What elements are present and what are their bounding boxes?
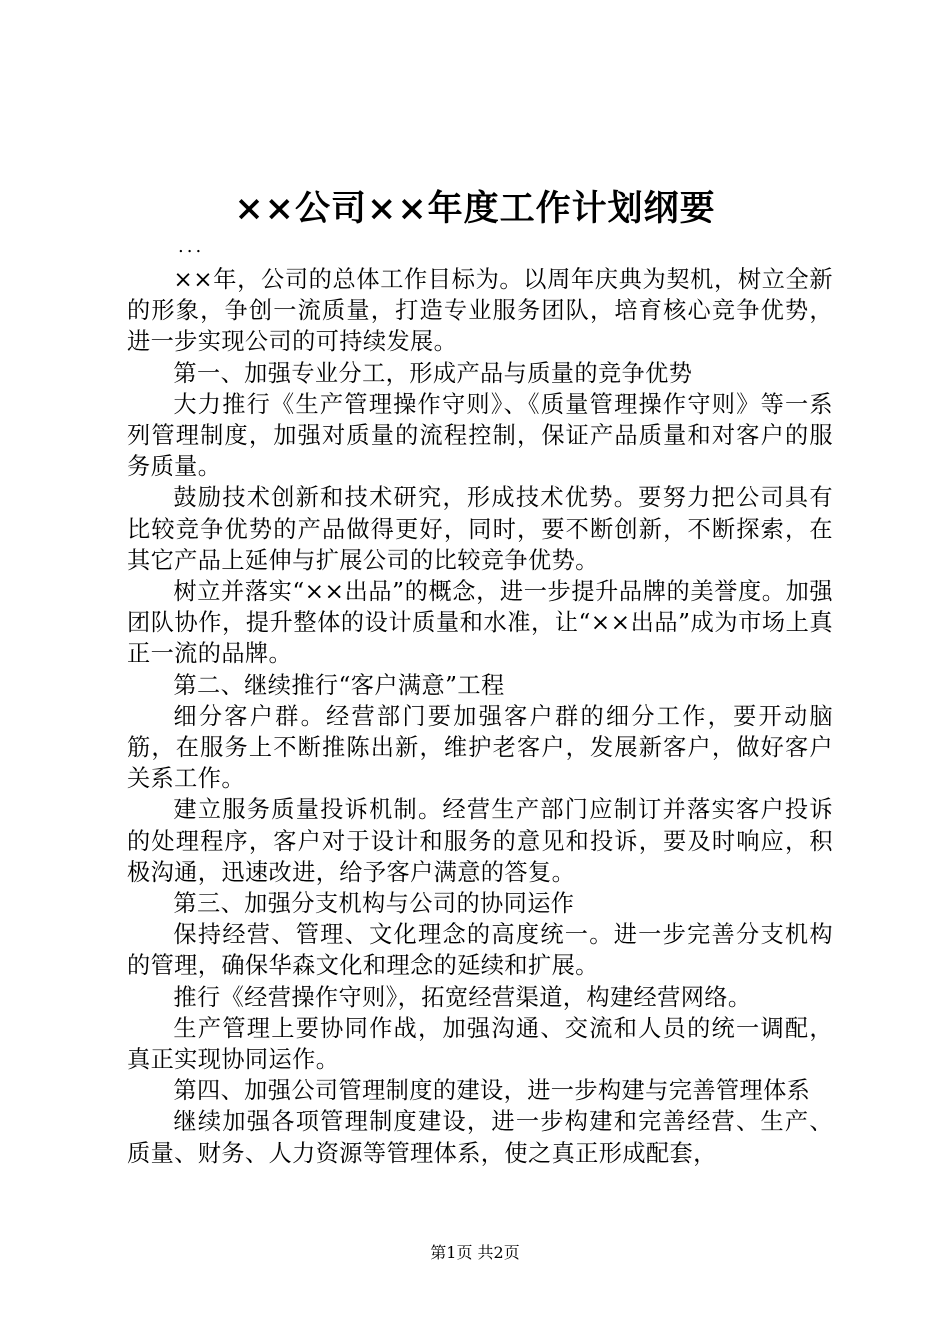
ellipsis-marker: ... — [178, 236, 205, 257]
paragraph-intro: ××年，公司的总体工作目标为。以周年庆典为契机，树立全新的形象，争创一流质量，打造专业服务团队，培育核心竞争优势，进一步实现公司的可持续发展。 — [127, 266, 833, 356]
paragraph: 鼓励技术创新和技术研究，形成技术优势。要努力把公司具有比较竞争优势的产品做得更好，同时，要不断创新，不断探索，在其它产品上延伸与扩展公司的比较竞争优势。 — [127, 484, 833, 574]
section-heading-1: 第一、加强专业分工，形成产品与质量的竞争优势 — [173, 359, 693, 387]
paragraph: 推行《经营操作守则》，拓宽经营渠道，构建经营网络。 — [173, 983, 752, 1011]
paragraph: 细分客户群。经营部门要加强客户群的细分工作，要开动脑筋，在服务上不断推陈出新，维护老客户，发展新客户，做好客户关系工作。 — [127, 702, 833, 793]
paragraph: 保持经营、管理、文化理念的高度统一。进一步完善分支机构的管理，确保华森文化和理念的延续和扩展。 — [127, 921, 833, 980]
section-heading-2: 第二、继续推行“客户满意”工程 — [173, 671, 505, 699]
paragraph: 大力推行《生产管理操作守则》、《质量管理操作守则》等一系列管理制度，加强对质量的流程控制，保证产品质量和对客户的服务质量。 — [127, 390, 833, 481]
section-heading-4: 第四、加强公司管理制度的建设，进一步构建与完善管理体系 — [173, 1077, 811, 1105]
paragraph: 树立并落实“××出品”的概念，进一步提升品牌的美誉度。加强团队协作，提升整体的设计质量和水准，让“××出品”成为市场上真正一流的品牌。 — [127, 578, 833, 668]
section-heading-3: 第三、加强分支机构与公司的协同运作 — [173, 890, 575, 918]
document-body — [127, 264, 833, 1169]
page-footer: 第1页 共2页 — [430, 1243, 520, 1262]
document-title: ××公司××年度工作计划纲要 — [234, 188, 716, 229]
paragraph: 建立服务质量投诉机制。经营生产部门应制订并落实客户投诉的处理程序，客户对于设计和服务的意见和投诉，要及时响应，积极沟通，迅速改进，给予客户满意的答复。 — [127, 796, 833, 886]
paragraph: 继续加强各项管理制度建设，进一步构建和完善经营、生产、质量、财务、人力资源等管理体系，使之真正形成配套， — [127, 1108, 833, 1167]
paragraph: 生产管理上要协同作战，加强沟通、交流和人员的统一调配，真正实现协同运作。 — [127, 1014, 833, 1074]
